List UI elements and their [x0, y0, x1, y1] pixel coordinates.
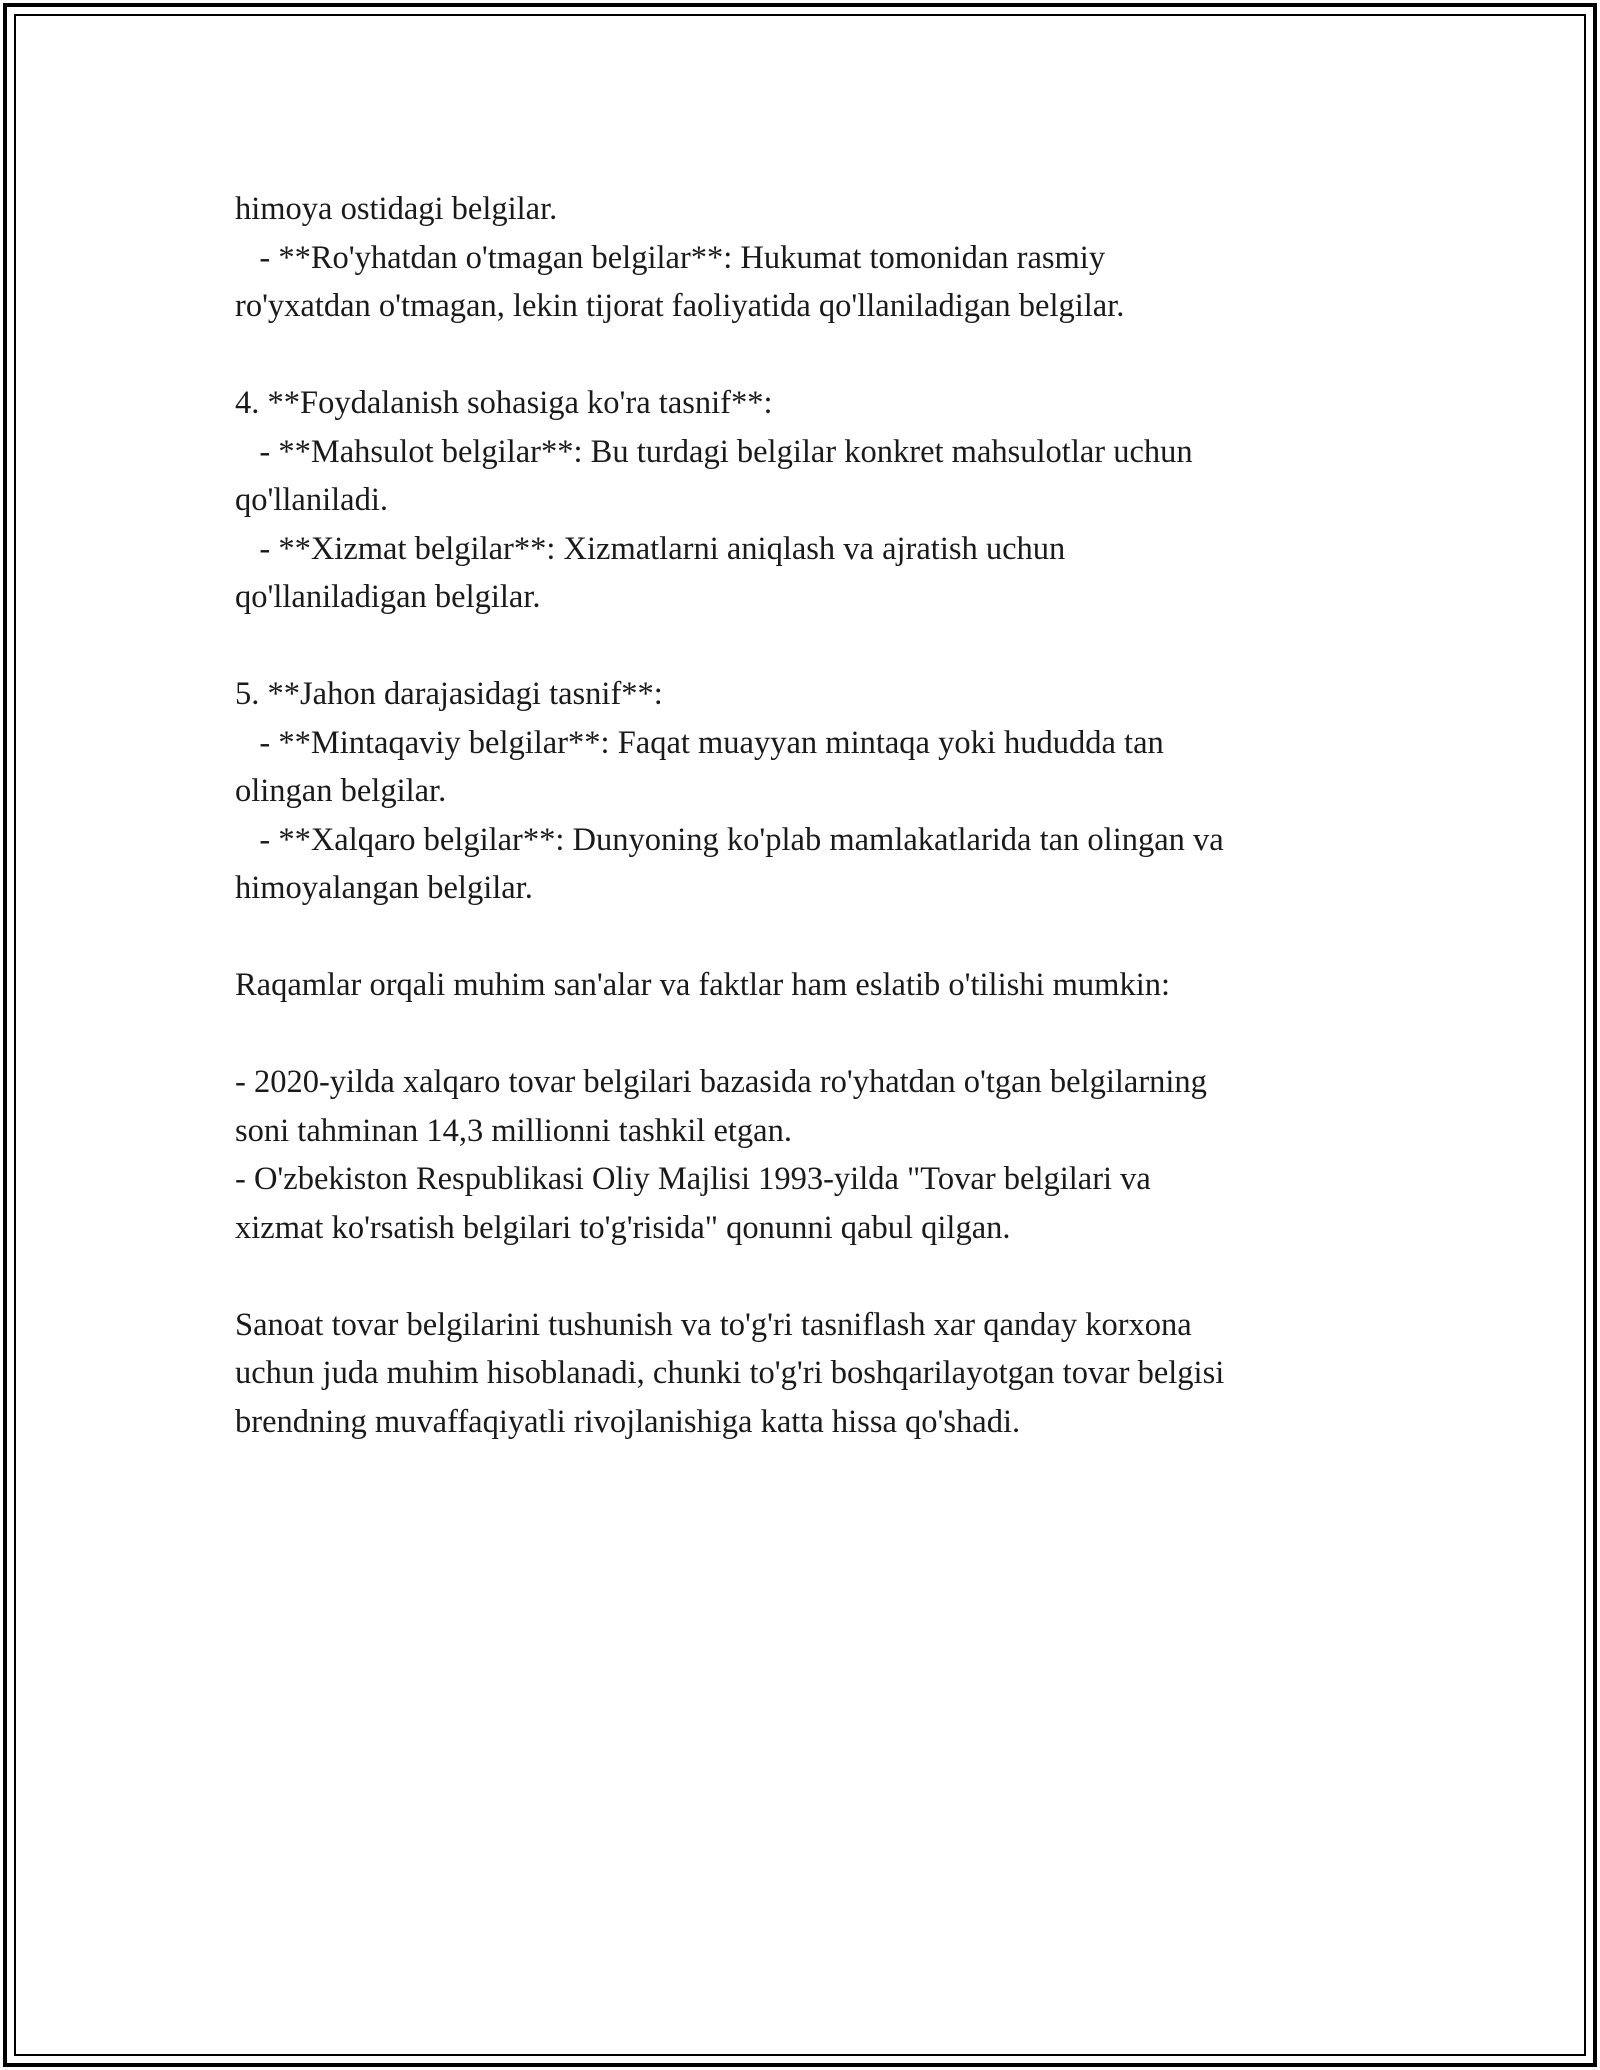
text-line: Sanoat tovar belgilarini tushunish va to'g'ri tasniflash xar qanday korxona — [235, 1306, 1192, 1343]
text-line: qo'llaniladi. — [235, 482, 388, 518]
paragraph-gap — [235, 331, 1375, 380]
text-line: brendning muvaffaqiyatli rivojlanishiga katta hissa qo'shadi. — [235, 1403, 1021, 1440]
text-line: - O'zbekiston Respublikasi Oliy Majlisi 1993-yilda "Tovar belgilari va — [235, 1161, 1151, 1197]
text-line: xizmat ko'rsatish belgilari to'g'risida" qonunni qabul qilgan. — [235, 1209, 1011, 1246]
paragraph-gap — [235, 1010, 1375, 1059]
document-body — [235, 185, 1375, 1446]
section-heading: 4. **Foydalanish sohasiga ko'ra tasnif**: — [235, 385, 773, 421]
text-line: - 2020-yilda xalqaro tovar belgilari bazasida ro'yhatdan o'tgan belgilarning — [235, 1064, 1207, 1100]
paragraph-gap — [235, 622, 1375, 671]
text-line: - **Xalqaro belgilar**: Dunyoning ko'plab mamlakatlarida tan olingan va — [235, 821, 1224, 858]
text-line: - **Xizmat belgilar**: Xizmatlarni aniqlash va ajratish uchun — [235, 530, 1066, 567]
text-line: himoya ostidagi belgilar. — [235, 191, 558, 227]
paragraph-gap — [235, 913, 1375, 962]
text-line: himoyalangan belgilar. — [235, 870, 533, 906]
text-line: - **Ro'yhatdan o'tmagan belgilar**: Hukumat tomonidan rasmiy — [235, 239, 1106, 276]
text-line: - **Mahsulot belgilar**: Bu turdagi belgilar konkret mahsulotlar uchun — [235, 433, 1193, 470]
paragraph-gap — [235, 1252, 1375, 1301]
text-line: qo'llaniladigan belgilar. — [235, 579, 541, 615]
text-line: olingan belgilar. — [235, 773, 447, 809]
section-heading: 5. **Jahon darajasidagi tasnif**: — [235, 676, 663, 712]
text-line: uchun juda muhim hisoblanadi, chunki to'g'ri boshqarilayotgan tovar belgisi — [235, 1355, 1225, 1391]
text-line: Raqamlar orqali muhim san'alar va faktlar ham eslatib o'tilishi mumkin: — [235, 967, 1171, 1003]
text-line: soni tahminan 14,3 millionni tashkil etgan. — [235, 1112, 792, 1149]
text-line: ro'yxatdan o'tmagan, lekin tijorat faoliyatida qo'llaniladigan belgilar. — [235, 288, 1125, 324]
text-line: - **Mintaqaviy belgilar**: Faqat muayyan mintaqa yoki hududda tan — [235, 724, 1164, 761]
